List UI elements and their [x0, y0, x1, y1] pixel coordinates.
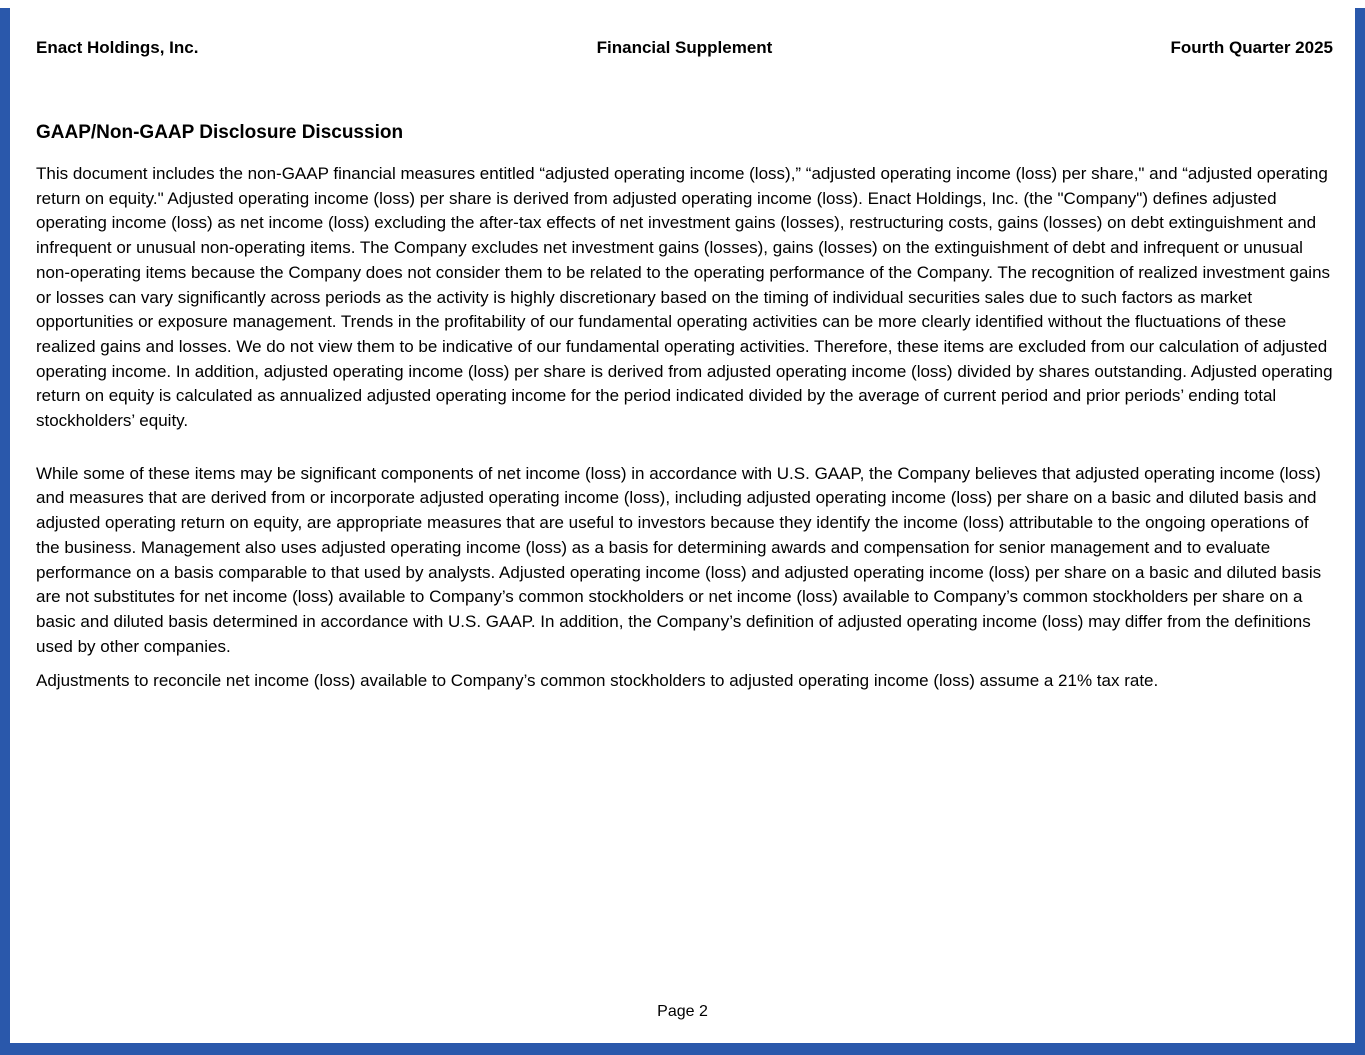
header-company-name: Enact Holdings, Inc.: [36, 38, 199, 57]
section-title: GAAP/Non-GAAP Disclosure Discussion: [36, 122, 404, 143]
page-header: [0, 0, 1365, 58]
page-content: [0, 122, 1365, 694]
disclosure-paragraph-3: Adjustments to reconcile net income (loss) available to Company’s common stockholders to adjusted operating income (loss) assume a 21% tax rate.: [36, 671, 1159, 691]
page-border-bottom: [0, 1043, 1365, 1055]
page-border-left: [0, 8, 10, 1055]
disclosure-paragraph-2: While some of these items may be significant components of net income (loss) in accordance with U.S. GAAP, the Company believes that adjusted operating income (loss) and measures that are derived from or incorporate adjusted operating income (loss), including adjusted operating income (loss) per share on a basic and diluted basis and adjusted operating return on equity, are appropriate measures that are useful to investors because they identify the income (loss) attributable to the ongoing operations of the business. Management also uses adjusted operating income (loss) as a basis for determining awards and compensation for senior management and to evaluate performance on a basis comparable to that used by analysts. Adjusted operating income (loss) and adjusted operating income (loss) per share on a basic and diluted basis are not substitutes for net income (loss) available to Company’s common stockholders or net income (loss) available to Company’s common stockholders per share on a basic and diluted basis determined in accordance with U.S. GAAP. In addition, the Company’s definition of adjusted operating income (loss) may differ from the definitions used by other companies.: [36, 463, 1322, 656]
header-period-label: Fourth Quarter 2025: [1170, 38, 1333, 57]
header-document-title: Financial Supplement: [596, 38, 773, 57]
disclosure-paragraph-1: This document includes the non-GAAP financial measures entitled “adjusted operating income (loss),” “adjusted operating income (loss) per share," and “adjusted operating return on equity." Adjusted operating income (loss) per share is derived from adjusted operating income (loss). Enact Holdings, Inc. (the "Company") defines adjusted operating income (loss) as net income (loss) excluding the after-tax effects of net investment gains (losses), restructuring costs, gains (losses) on debt extinguishment and infrequent or unusual non-operating items. The Company excludes net investment gains (losses), gains (losses) on the extinguishment of debt and infrequent or unusual non-operating items because the Company does not consider them to be related to the operating performance of the Company. The recognition of realized investment gains or losses can vary significantly across periods as the activity is highly discretionary based on the timing of individual securities sales due to such factors as market opportunities or exposure management. Trends in the profitability of our fundamental operating activities can be more clearly identified without the fluctuations of these realized gains and losses. We do not view them to be indicative of our fundamental operating activities. Therefore, these items are excluded from our calculation of adjusted operating income. In addition, adjusted operating income (loss) per share is derived from adjusted operating income (loss) divided by shares outstanding. Adjusted operating return on equity is calculated as annualized adjusted operating income for the period indicated divided by the average of current period and prior periods’ ending total stockholders’ equity.: [36, 164, 1333, 431]
page-border-right: [1355, 8, 1365, 1055]
page-number: Page 2: [657, 1003, 708, 1020]
